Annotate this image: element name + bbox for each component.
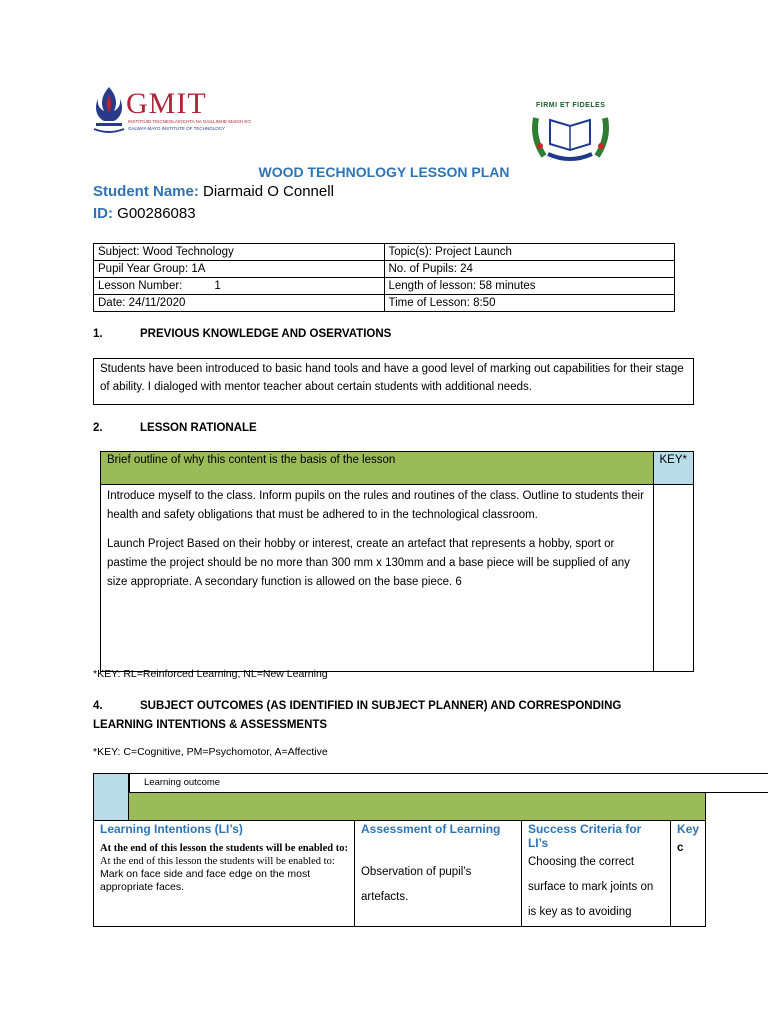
learning-intentions-table [93,821,706,927]
table-row [94,261,675,278]
gmit-subtitle-english: GALWAY-MAYO INSTITUTE OF TECHNOLOGY [128,126,226,131]
learning-outcome-band [129,793,706,821]
learning-intentions-text [100,842,348,868]
section-number: 1. [93,328,103,340]
gmit-logo [92,85,251,135]
rationale-paragraph: Launch Project Based on their hobby or interest, create an artefact that represents a hobby, sport or pastime the project should be no more than 300 mm x 130mm and a base piece will be supplied of any size appropriate. A secondary function is allowed on the base piece. 6 [107,538,630,588]
gmit-wordmark: GMIT [126,87,207,120]
key-header: KEY* [653,452,694,485]
assessment-header: Assessment of Learning [360,822,501,836]
table-cell: Subject: Wood Technology [94,244,385,261]
success-criteria-header: Success Criteria for LI’s [527,822,642,850]
table-cell: Length of lesson: 58 minutes [384,278,675,295]
key-cell [653,485,694,672]
table-cell: Pupil Year Group: 1A [94,261,385,278]
learning-outcome-marker [93,773,129,821]
learning-outcome-label: Learning outcome [129,773,768,793]
assessment-cell [354,821,521,927]
section-title: PREVIOUS KNOWLEDGE AND OSERVATIONS [140,328,392,340]
learning-intentions-item: Mark on face side and face edge on the most appropriate faces. [100,868,311,893]
section-4-heading [93,697,621,735]
key-value: c [676,842,684,854]
section-2-heading [93,422,257,434]
key-note: *KEY: RL=Reinforced Learning, NL=New Learning [93,668,328,680]
table-row [94,295,675,312]
table-row [94,278,675,295]
table-row [94,244,675,261]
rationale-body [101,485,654,672]
table-cell: Date: 24/11/2020 [94,295,385,312]
learning-intentions-cell [94,821,355,927]
section-title: LESSON RATIONALE [140,422,257,434]
section-title: SUBJECT OUTCOMES (AS IDENTIFIED IN SUBJECT PLANNER) AND CORRESPONDING [140,700,622,712]
lesson-info-table [93,243,675,312]
table-row [94,821,706,927]
learning-intentions-header: Learning Intentions (LI’s) [100,822,243,836]
table-row [101,485,694,672]
student-id-value: G00286083 [117,205,196,222]
learning-intentions-rest: At the end of this lesson the students will be enabled to: [100,856,335,867]
section-1-heading [93,328,391,340]
table-row [101,452,694,485]
school-crest [528,100,613,165]
student-name-value: Diarmaid O Connell [203,183,334,200]
previous-knowledge-box [93,358,694,405]
rationale-header: Brief outline of why this content is the basis of the lesson [101,452,654,485]
assessment-text: Observation of pupil’s artefacts. [360,866,472,903]
success-criteria-text: Choosing the correct surface to mark joints on is key as to avoiding [527,856,654,918]
key-note-cognitive: *KEY: C=Cognitive, PM=Psychomotor, A=Affective [93,746,328,758]
previous-knowledge-text: Students have been introduced to basic hand tools and have a good level of marking out capabilities for their stage of ability. I dialoged with mentor teacher about certain students with additional needs. [100,363,684,393]
learning-intentions-lead: At the end of this lesson the students will be enabled to: [100,843,348,854]
crest-emblem-icon [528,108,613,168]
student-id-line [93,205,196,222]
student-id-label: ID: [93,205,113,222]
gmit-emblem-icon [92,85,126,135]
student-name-line [93,183,334,200]
document-title: WOOD TECHNOLOGY LESSON PLAN [258,164,510,180]
table-cell: Lesson Number: 1 [94,278,385,295]
key-cell [670,821,705,927]
table-cell: No. of Pupils: 24 [384,261,675,278]
crest-motto: FIRMI ET FIDELES [536,102,606,109]
gmit-subtitle-irish: INSTITIÚID TEICNEOLAÍOCHTA NA GAILLIMHE-MAIGH EO [128,119,251,124]
key-header: Key [676,822,699,836]
section-title-line2: LEARNING INTENTIONS & ASSESSMENTS [93,719,328,731]
lesson-rationale-table [100,451,694,672]
table-cell: Topic(s): Project Launch [384,244,675,261]
table-cell: Time of Lesson: 8:50 [384,295,675,312]
student-name-label: Student Name: [93,183,199,200]
section-number: 4. [93,700,103,712]
section-number: 2. [93,422,103,434]
success-criteria-cell [521,821,670,927]
rationale-paragraph: Introduce myself to the class. Inform pupils on the rules and routines of the class. Outline to students their health and safety obligations that must be adhered to in the technological classroom. [107,490,644,521]
